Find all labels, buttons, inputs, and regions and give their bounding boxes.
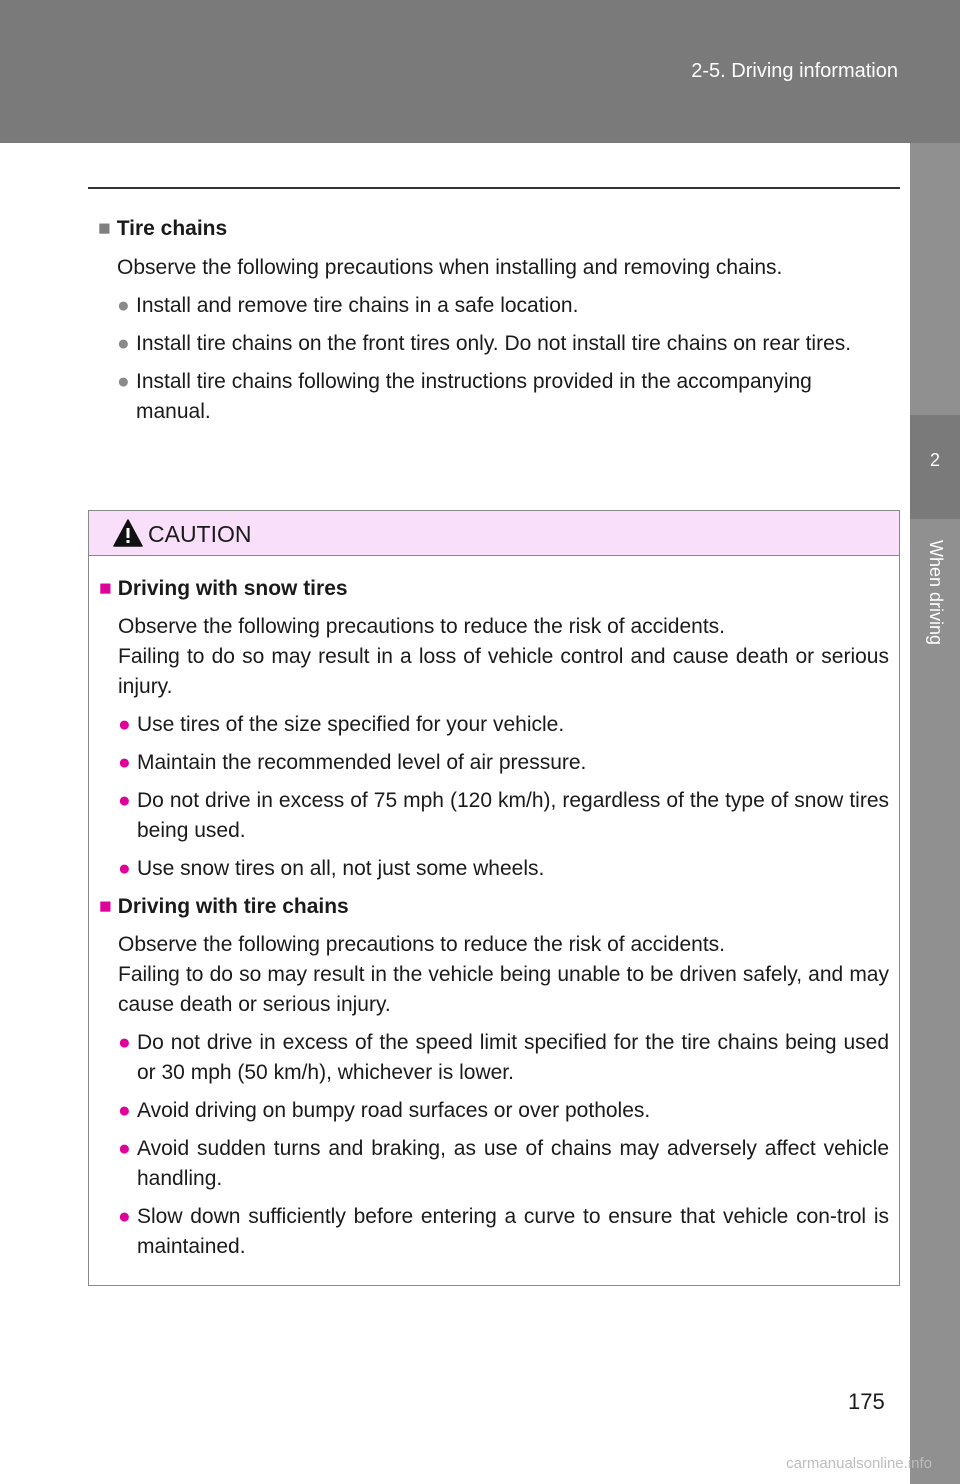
circle-bullet-icon: ●	[118, 713, 131, 736]
side-tab-bottom	[910, 519, 960, 1484]
caution-header	[89, 511, 899, 556]
circle-bullet-icon: ●	[118, 1137, 131, 1160]
watermark: carmanualsonline.info	[786, 1455, 932, 1472]
caution-body	[89, 556, 899, 1262]
circle-bullet-icon: ●	[117, 370, 130, 393]
circle-bullet-icon: ●	[118, 1031, 131, 1054]
side-tab-top	[910, 143, 960, 415]
square-icon: ■	[99, 895, 112, 918]
snow-tires-intro: Observe the following precautions to reduce the risk of accidents. Failing to do so may result in a loss of vehicle control and cause death or serious injury.	[118, 615, 889, 698]
circle-bullet-icon: ●	[118, 789, 131, 812]
list-item: ● Install and remove tire chains in a safe location.	[98, 291, 888, 321]
list-item: ● Slow down sufficiently before entering a curve to ensure that vehicle con-trol is maintained.	[99, 1202, 889, 1262]
chapter-label: When driving	[926, 540, 946, 646]
tire-chains-heading: ■ Tire chains	[98, 217, 228, 240]
list-item: ● Avoid sudden turns and braking, as use of chains may adversely affect vehicle handling.	[99, 1134, 889, 1194]
square-icon: ■	[98, 217, 111, 240]
tire-chains-caution-intro: Observe the following precautions to reduce the risk of accidents. Failing to do so may result in the vehicle being unable to be driven safely, and may cause death or serious injury.	[118, 933, 889, 1016]
tire-chains-caution-heading: ■ Driving with tire chains	[99, 895, 349, 918]
circle-bullet-icon: ●	[118, 1099, 131, 1122]
snow-tires-heading: ■ Driving with snow tires	[99, 577, 348, 600]
list-item: ● Do not drive in excess of 75 mph (120 km/h), regardless of the type of snow tires being used.	[99, 786, 889, 846]
list-item: ● Use tires of the size specified for your vehicle.	[99, 710, 889, 740]
tire-chains-intro: Observe the following precautions when installing and removing chains.	[117, 256, 783, 279]
caution-box	[88, 510, 900, 1286]
list-item: ● Avoid driving on bumpy road surfaces or over potholes.	[99, 1096, 889, 1126]
circle-bullet-icon: ●	[117, 294, 130, 317]
circle-bullet-icon: ●	[118, 751, 131, 774]
section-title: 2-5. Driving information	[691, 60, 898, 82]
divider	[88, 187, 900, 189]
circle-bullet-icon: ●	[118, 857, 131, 880]
tire-chains-section	[98, 213, 888, 427]
list-item: ● Do not drive in excess of the speed limit specified for the tire chains being used or 30 mph (50 km/h), whichever is lower.	[99, 1028, 889, 1088]
page-number: 175	[848, 1389, 885, 1414]
circle-bullet-icon: ●	[117, 332, 130, 355]
caution-title: CAUTION	[148, 521, 252, 547]
list-item: ● Maintain the recommended level of air pressure.	[99, 748, 889, 778]
chapter-number: 2	[929, 450, 940, 470]
page-header	[0, 0, 960, 143]
list-item: ● Install tire chains following the instructions provided in the accompanying manual.	[98, 367, 888, 427]
list-item: ● Install tire chains on the front tires only. Do not install tire chains on rear tires.	[98, 329, 888, 359]
warning-triangle-icon	[113, 519, 143, 547]
circle-bullet-icon: ●	[118, 1205, 131, 1228]
square-icon: ■	[99, 577, 112, 600]
list-item: ● Use snow tires on all, not just some wheels.	[99, 854, 889, 884]
